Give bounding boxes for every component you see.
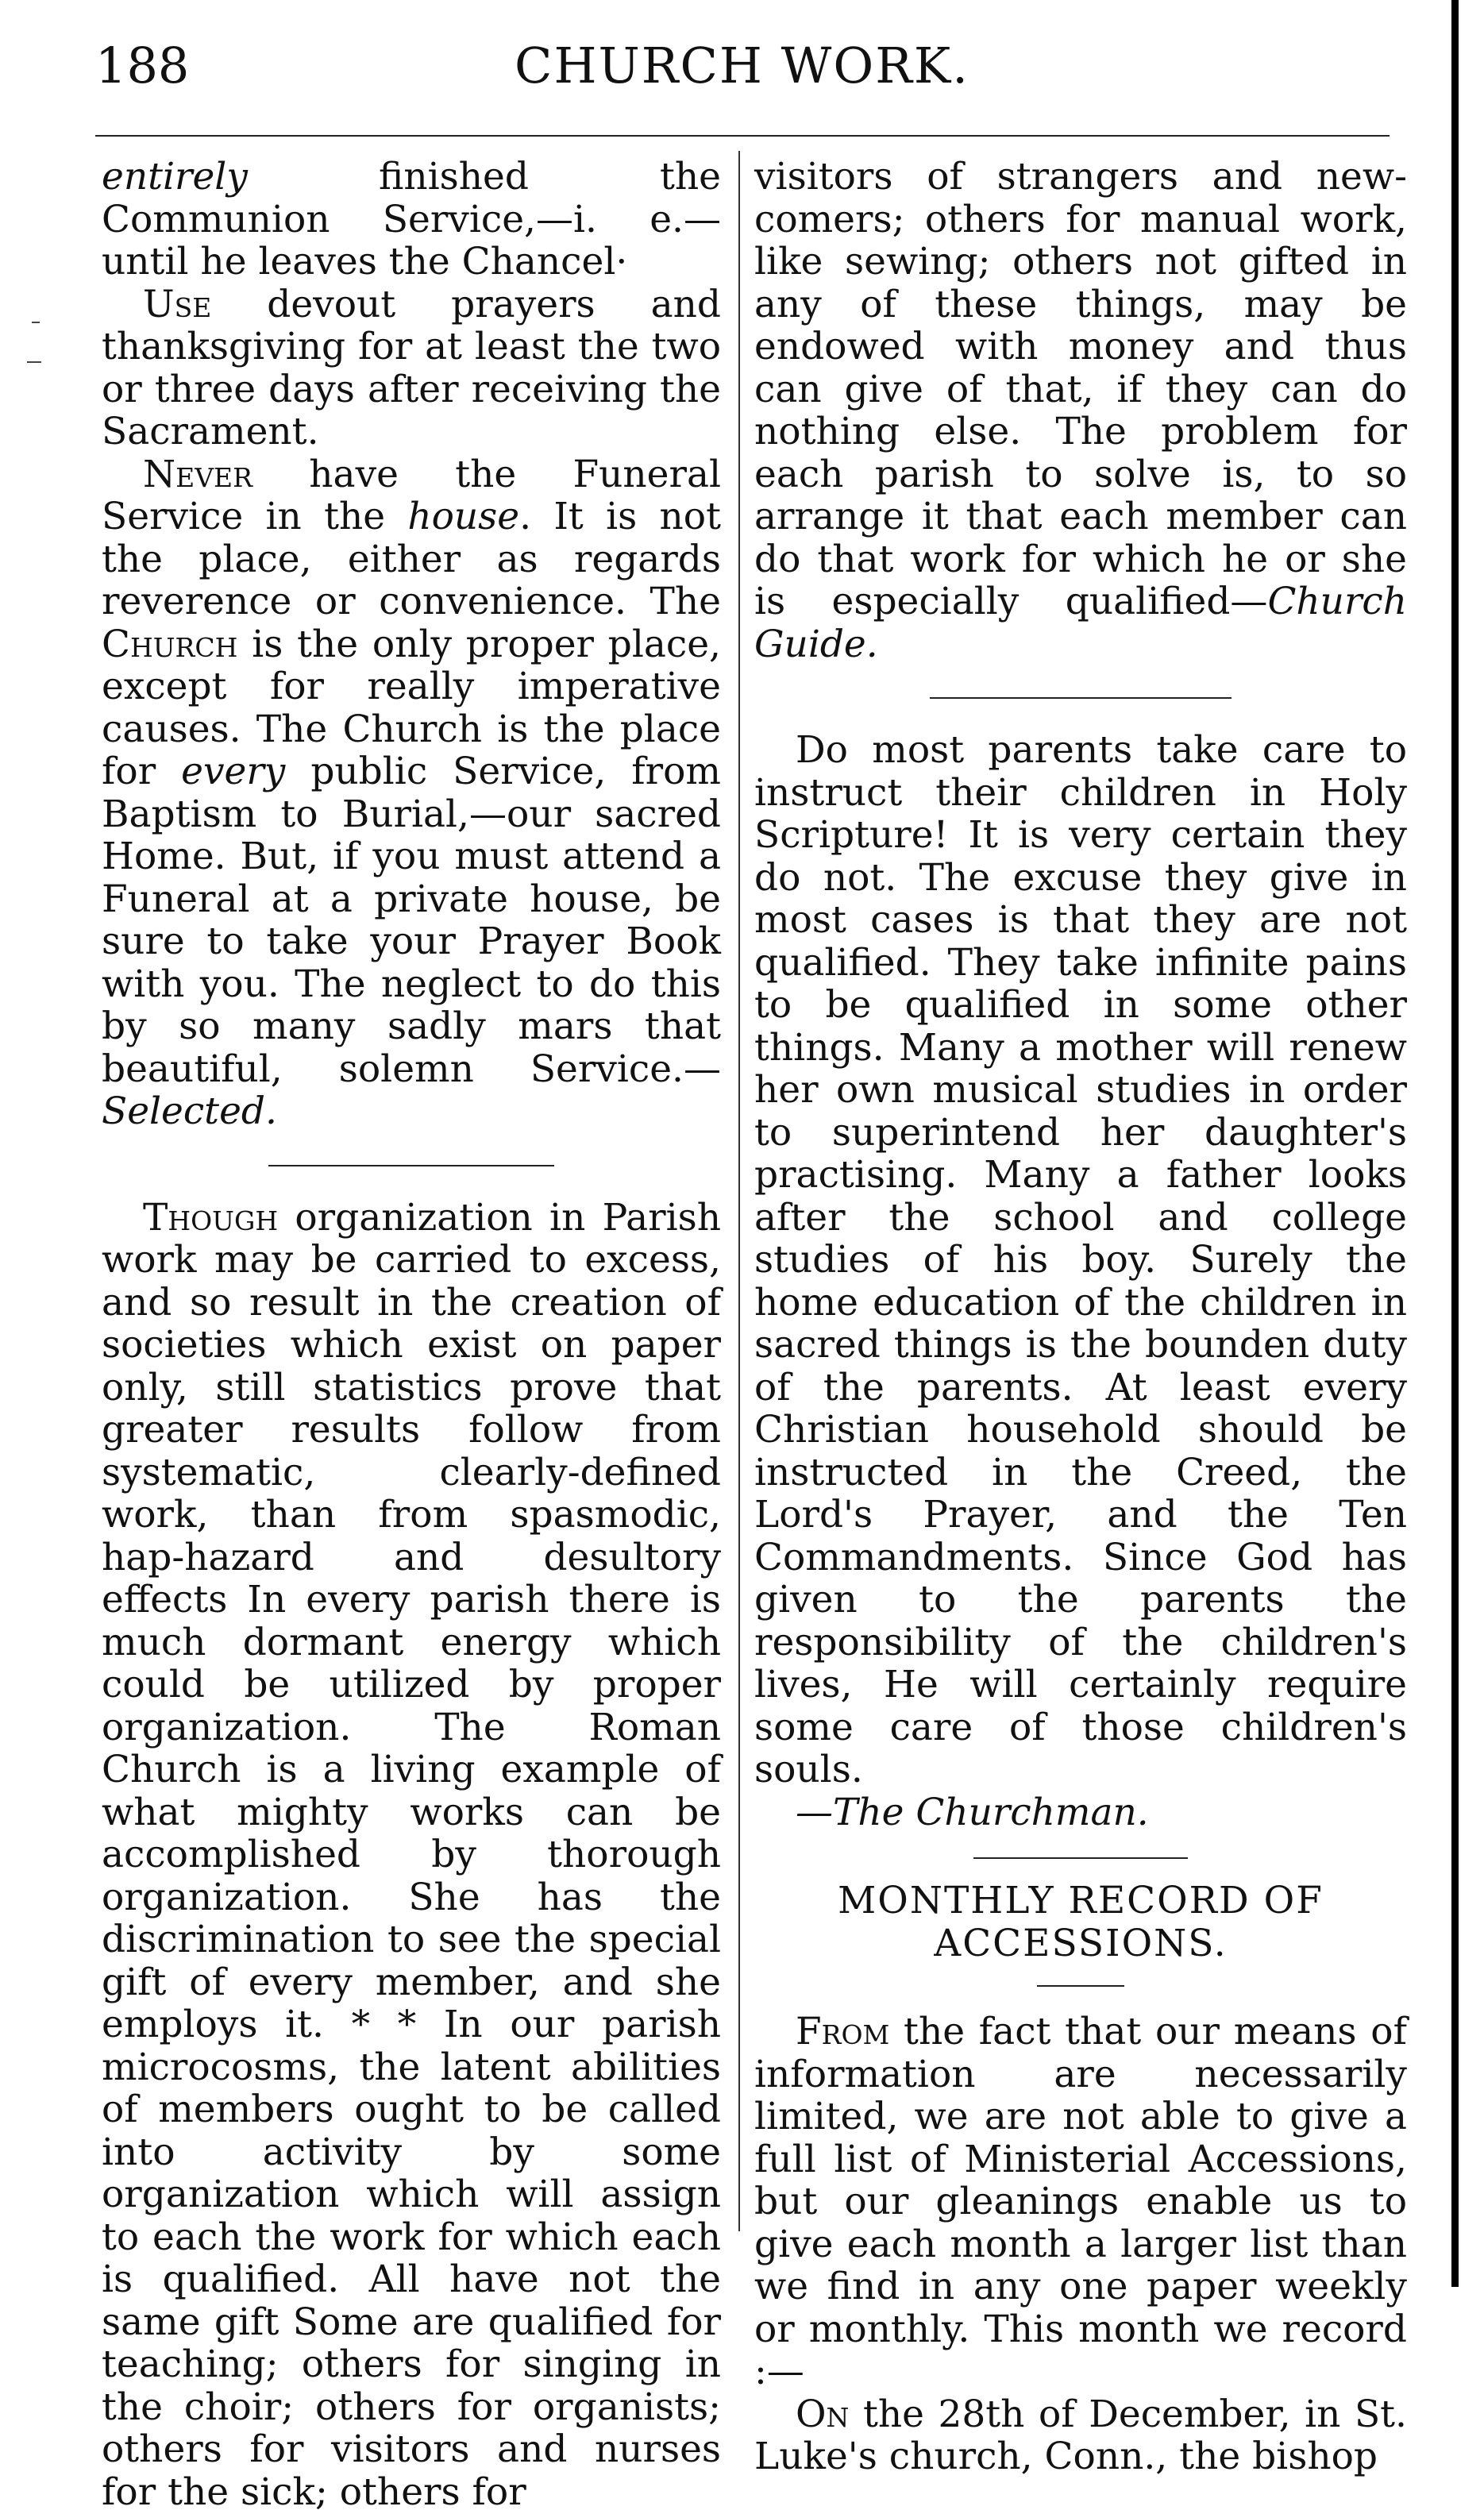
source-attribution: Church Guide. xyxy=(754,580,1407,666)
margin-mark xyxy=(32,322,40,323)
section-separator xyxy=(930,697,1232,699)
paragraph-communion xyxy=(102,156,721,283)
page-edge-rule xyxy=(1451,0,1459,2287)
paragraph-funeral xyxy=(102,453,721,1133)
source-attribution: —The Churchman. xyxy=(796,1790,1149,1834)
running-title: CHURCH WORK. xyxy=(515,37,969,94)
page-number: 188 xyxy=(95,37,190,94)
lead-word: Though xyxy=(143,1195,279,1240)
paragraph-organization xyxy=(102,1197,721,2514)
paragraph-text: have the Funeral Service in the xyxy=(102,452,721,538)
paragraph-text: visitors of strangers and new-comers; others for manual work, like sewing; others not gifted in any of these things, may be endowed with money and thus can give of that, if they can do nothing else. The problem for each parish to solve is, to so arrange it that each member can do that work for which he or she is especially qualified— xyxy=(754,155,1407,623)
paragraph-text: is the only proper place, except for really imperative causes. The Church is the place for xyxy=(102,622,721,793)
section-separator xyxy=(973,1857,1188,1859)
section-separator xyxy=(268,1165,554,1166)
emphasis-text: entirely xyxy=(102,155,248,199)
header-rule xyxy=(95,135,1390,137)
paragraph-text: public Service, from Baptism to Burial,—our sacred Home. But, if you must attend a Funeral at a private house, be sure to take your Prayer Book with you. The neglect to do this by so many sadly mars that beautiful, solemn Service.— xyxy=(102,750,721,1091)
left-column xyxy=(102,156,721,2513)
paragraph-text: devout prayers and thanksgiving for at least the two or three days after receiving the Sacrament. xyxy=(102,282,721,453)
paragraph-text: organization in Parish work may be carried to excess, and so result in the creation of societies which exist on paper only, still statistics prove that greater results follow from systematic, clearly-defined work, than from spasmodic, hap-hazard and desultory effects In every parish there is much dormant energy which could be utilized by proper organization. The Roman Church is a living example of what mighty works can be accomplished by thorough organization. She has the discrimination to see the special gift of every member, and she employs it. xyxy=(102,1195,721,2046)
paragraph-prayers xyxy=(102,283,721,453)
lead-word: On xyxy=(796,2392,850,2436)
paragraph-text: the fact that our means of information are necessarily limited, we are not able to give a full list of Ministerial Accessions, but our gleanings enable us to give each month a larger list than we find in any one paper weekly or monthly. This month we record :— xyxy=(754,2010,1407,2393)
paragraph-text: . It is not the place, either as regards reverence or convenience. The xyxy=(102,495,721,623)
lead-word: Use xyxy=(143,282,212,326)
emphasis-text: every xyxy=(181,750,286,793)
emphasis-text: house xyxy=(407,495,520,538)
margin-mark xyxy=(27,361,41,363)
paragraph-text: the 28th of December, in St. Luke's church, Conn., the bishop xyxy=(754,2392,1407,2478)
lead-word: From xyxy=(796,2010,890,2053)
paragraph-continuation xyxy=(754,156,1407,665)
paragraph-accessions xyxy=(754,2011,1407,2393)
paragraph-scripture xyxy=(754,729,1407,1791)
lead-word: Never xyxy=(143,452,252,496)
right-column xyxy=(754,156,1407,2478)
column-divider xyxy=(738,151,740,2231)
paragraph-record xyxy=(754,2393,1407,2478)
small-caps-text: Church xyxy=(102,622,238,666)
asterisks: * * xyxy=(323,2003,444,2046)
paragraph-text: finished the Communion Service,—i. e.—until he leaves the Chancel· xyxy=(102,155,721,283)
paragraph-text: In our parish microcosms, the latent abilities of members ought to be called into activity by some organization which will assign to each the work for which each is qualified. All have not the same gift Some are qualified for teaching; others for singing in the choir; others for organists; others for visitors and nurses for the sick; others for xyxy=(102,2003,721,2514)
paragraph-text: Do most parents take care to instruct their children in Holy Scripture! It is very certain they do not. The excuse they give in most cases is that they are not qualified. They take infinite pains to be qualified in some other things. Many a mother will renew her own musical studies in order to superintend her daughter's practising. Many a father looks after the school and college studies of his boy. Surely the home education of the children in sacred things is the bounden duty of the parents. At least every Christian household should be instructed in the Creed, the Lord's Prayer, and the Ten Commandments. Since God has given to the parents the responsibility of the children's lives, He will certainly require some care of those children's souls. xyxy=(754,728,1407,1791)
source-attribution: Selected. xyxy=(102,1089,277,1133)
section-separator xyxy=(1037,1985,1124,1987)
section-heading: MONTHLY RECORD OF ACCESSIONS. xyxy=(838,1879,1324,1965)
